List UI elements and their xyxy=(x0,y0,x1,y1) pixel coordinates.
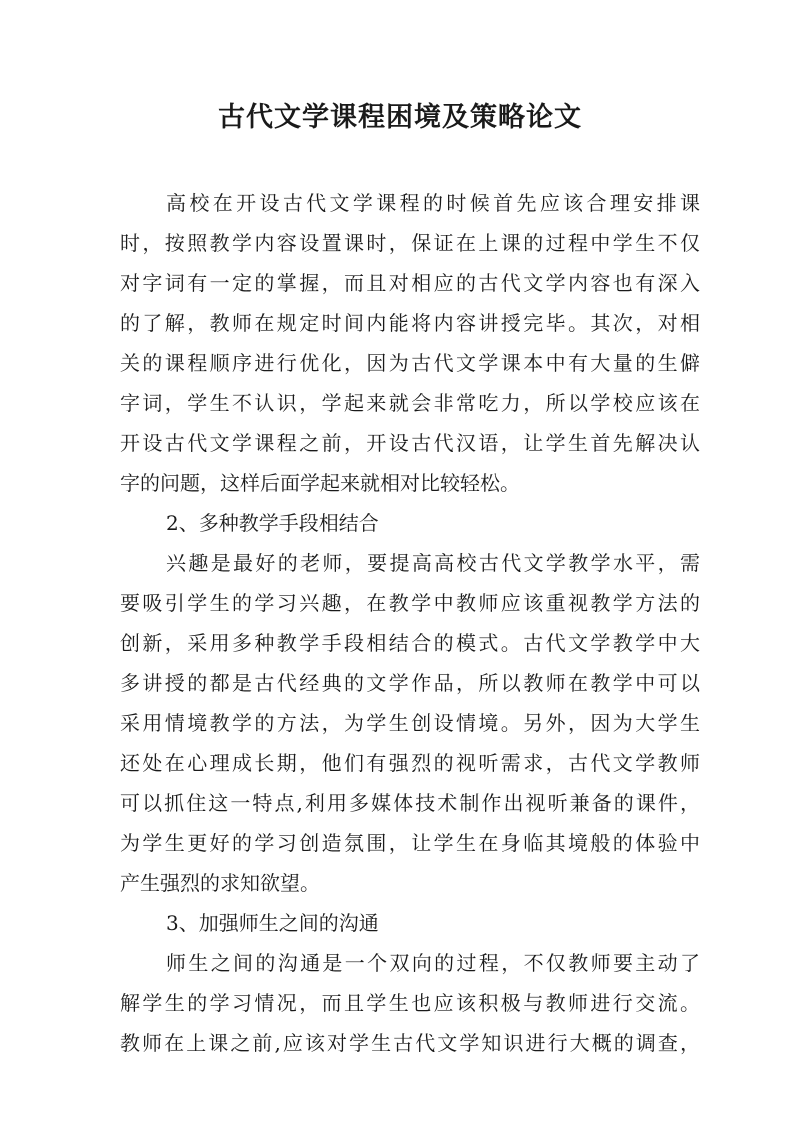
paragraph-line: 要吸引学生的学习兴趣，在教学中教师应该重视教学方法的 xyxy=(120,591,700,615)
paragraph-line: 开设古代文学课程之前，开设古代汉语，让学生首先解决认 xyxy=(120,431,700,455)
paragraph-line: 字的问题，这样后面学起来就相对比较轻松。 xyxy=(120,471,520,495)
paragraph-line: 创新，采用多种教学手段相结合的模式。古代文学教学中大 xyxy=(120,631,700,655)
paragraph-line: 关的课程顺序进行优化，因为古代文学课本中有大量的生僻 xyxy=(120,351,700,375)
paragraph-line: 为学生更好的学习创造氛围，让学生在身临其境般的体验中 xyxy=(120,831,700,855)
paragraph-line: 还处在心理成长期，他们有强烈的视听需求，古代文学教师 xyxy=(120,751,700,775)
paragraph-line: 的了解，教师在规定时间内能将内容讲授完毕。其次，对相 xyxy=(120,311,700,335)
paragraph-line: 产生强烈的求知欲望。 xyxy=(120,871,320,895)
paragraph-line: 多讲授的都是古代经典的文学作品，所以教师在教学中可以 xyxy=(120,671,700,695)
paragraph-line: 高校在开设古代文学课程的时候首先应该合理安排课 xyxy=(166,191,700,215)
document-body xyxy=(120,183,700,1063)
document-title: 古代文学课程困境及策略论文 xyxy=(218,102,582,133)
paragraph-line: 时，按照教学内容设置课时，保证在上课的过程中学生不仅 xyxy=(120,231,700,255)
paragraph-line: 采用情境教学的方法，为学生创设情境。另外，因为大学生 xyxy=(120,711,700,735)
paragraph-line: 兴趣是最好的老师，要提高高校古代文学教学水平，需 xyxy=(166,551,700,575)
paragraph-line: 对字词有一定的掌握，而且对相应的古代文学内容也有深入 xyxy=(120,271,700,295)
paragraph-line: 解学生的学习情况，而且学生也应该积极与教师进行交流。 xyxy=(120,991,700,1015)
section-heading: 3、加强师生之间的沟通 xyxy=(166,911,379,935)
paragraph-line: 教师在上课之前,应该对学生古代文学知识进行大概的调查， xyxy=(120,1031,700,1055)
paragraph-line: 可以抓住这一特点,利用多媒体技术制作出视听兼备的课件， xyxy=(120,791,700,815)
section-heading: 2、多种教学手段相结合 xyxy=(166,511,379,535)
paragraph-line: 师生之间的沟通是一个双向的过程，不仅教师要主动了 xyxy=(166,951,700,975)
paragraph-line: 字词，学生不认识，学起来就会非常吃力，所以学校应该在 xyxy=(120,391,700,415)
